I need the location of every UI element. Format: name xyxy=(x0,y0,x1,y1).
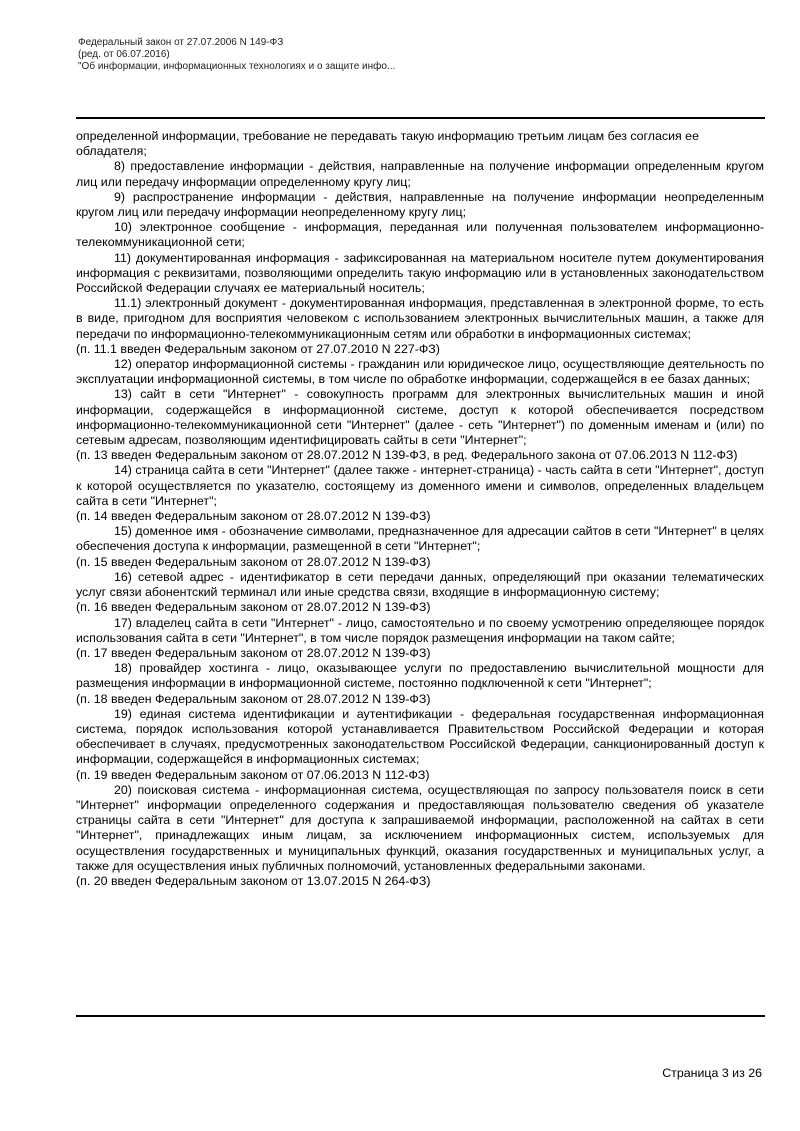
law-paragraph: 11) документированная информация - зафиксированная на материальном носителе путем документирования информация с реквизитами, позволяющими определить такую информацию или в установленных законодательством Российской Федерации случаях ее материальный носитель; xyxy=(76,250,764,296)
header-law-title: Федеральный закон от 27.07.2006 N 149-ФЗ xyxy=(78,37,284,48)
footer-divider xyxy=(76,1015,765,1017)
page-number: Страница 3 из 26 xyxy=(662,1066,762,1080)
law-paragraph: 9) распространение информации - действия, направленные на получение информации неопределенным кругом лиц или передачу информации неопределенному кругу лиц; xyxy=(76,189,764,220)
document-header xyxy=(78,37,395,73)
law-paragraph: 8) предоставление информации - действия, направленные на получение информации определенным кругом лиц или передачу информации определенному кругу лиц; xyxy=(76,159,764,189)
law-paragraph: 16) сетевой адрес - идентификатор в сети передачи данных, определяющий при оказании телематических услуг связи абонентский терминал или иные средства связи, входящие в информационную систему; xyxy=(76,569,764,600)
law-paragraph: 12) оператор информационной системы - гражданин или юридическое лицо, осуществляющие деятельность по эксплуатации информационной системы, в том числе по обработке информации, содержащейся в ее базах данных; xyxy=(76,357,764,387)
law-paragraph: 18) провайдер хостинга - лицо, оказывающее услуги по предоставлению вычислительной мощности для размещения информации в информационной системе, постоянно подключенной к сети "Интернет"; xyxy=(76,661,764,691)
amendment-note: определенной информации, требование не передавать такую информацию третьим лицам без согласия ее обладателя; xyxy=(76,129,699,159)
amendment-note: (п. 18 введен Федеральным законом от 28.07.2012 N 139-ФЗ) xyxy=(76,691,431,706)
law-paragraph: 20) поисковая система - информационная система, осуществляющая по запросу пользователя поиск в сети "Интернет" информации определенного содержания и предоставляющая пользователю сведения об указателе страницы сайта в сети "Интернет" для доступа к запрашиваемой информации, расположенной на сайтах в сети "Интернет", принадлежащих иным лицам, за исключением информационных систем, используемых для осуществления государственных и муниципальных функций, оказания государственных и муниципальных услуг, а также для осуществления иных публичных полномочий, установленных федеральными законами. xyxy=(76,782,764,873)
amendment-note: (п. 14 введен Федеральным законом от 28.07.2012 N 139-ФЗ) xyxy=(76,509,431,524)
amendment-note: (п. 17 введен Федеральным законом от 28.07.2012 N 139-ФЗ) xyxy=(76,645,431,660)
law-paragraph: 11.1) электронный документ - документированная информация, представленная в электронной форме, то есть в виде, пригодном для восприятия человеком с использованием электронных вычислительных машин, а также для передачи по информационно-телекоммуникационным сетям или обработки в информационных системах; xyxy=(76,296,764,341)
law-paragraph: 19) единая система идентификации и аутентификации - федеральная государственная информационная система, порядок использования которой устанавливается Правительством Российской Федерации и которая обеспечивает в случаях, предусмотренных законодательством Российской Федерации, санкционированный доступ к информации, содержащейся в информационных системах; xyxy=(76,706,764,767)
law-paragraph: 15) доменное имя - обозначение символами, предназначенное для адресации сайтов в сети "Интернет" в целях обеспечения доступа к информации, размещенной в сети "Интернет"; xyxy=(76,524,764,554)
header-revision: (ред. от 06.07.2016) xyxy=(78,49,170,60)
amendment-note: (п. 13 введен Федеральным законом от 28.07.2012 N 139-ФЗ, в ред. Федерального закона от 07.06.2013 N 112-ФЗ) xyxy=(76,448,738,463)
amendment-note: (п. 15 введен Федеральным законом от 28.07.2012 N 139-ФЗ) xyxy=(76,554,431,569)
law-text-body xyxy=(76,129,764,889)
amendment-note: (п. 20 введен Федеральным законом от 13.07.2015 N 264-ФЗ) xyxy=(76,873,431,888)
header-divider xyxy=(76,117,765,119)
law-paragraph: 13) сайт в сети "Интернет" - совокупность программ для электронных вычислительных машин и иной информации, содержащейся в информационной системе, доступ к которой обеспечивается посредством информационно-телекоммуникационной сети "Интернет" (далее - сеть "Интернет") по доменным именам и (или) по сетевым адресам, позволяющим идентифицировать сайты в сети "Интернет"; xyxy=(76,387,764,448)
amendment-note: (п. 16 введен Федеральным законом от 28.07.2012 N 139-ФЗ) xyxy=(76,600,431,615)
law-paragraph: 14) страница сайта в сети "Интернет" (далее также - интернет-страница) - часть сайта в сети "Интернет", доступ к которой осуществляется по указателю, состоящему из доменного имени и символов, определенных владельцем сайта в сети "Интернет"; xyxy=(76,463,764,508)
header-law-name: "Об информации, информационных технологиях и о защите инфо... xyxy=(78,61,396,72)
law-paragraph: 10) электронное сообщение - информация, переданная или полученная пользователем информационно-телекоммуникационной сети; xyxy=(76,220,764,250)
amendment-note: (п. 19 введен Федеральным законом от 07.06.2013 N 112-ФЗ) xyxy=(76,767,430,782)
law-paragraph: 17) владелец сайта в сети "Интернет" - лицо, самостоятельно и по своему усмотрению определяющее порядок использования сайта в сети "Интернет", в том числе порядок размещения информации на таком сайте; xyxy=(76,615,764,645)
amendment-note: (п. 11.1 введен Федеральным законом от 27.07.2010 N 227-ФЗ) xyxy=(76,341,440,356)
